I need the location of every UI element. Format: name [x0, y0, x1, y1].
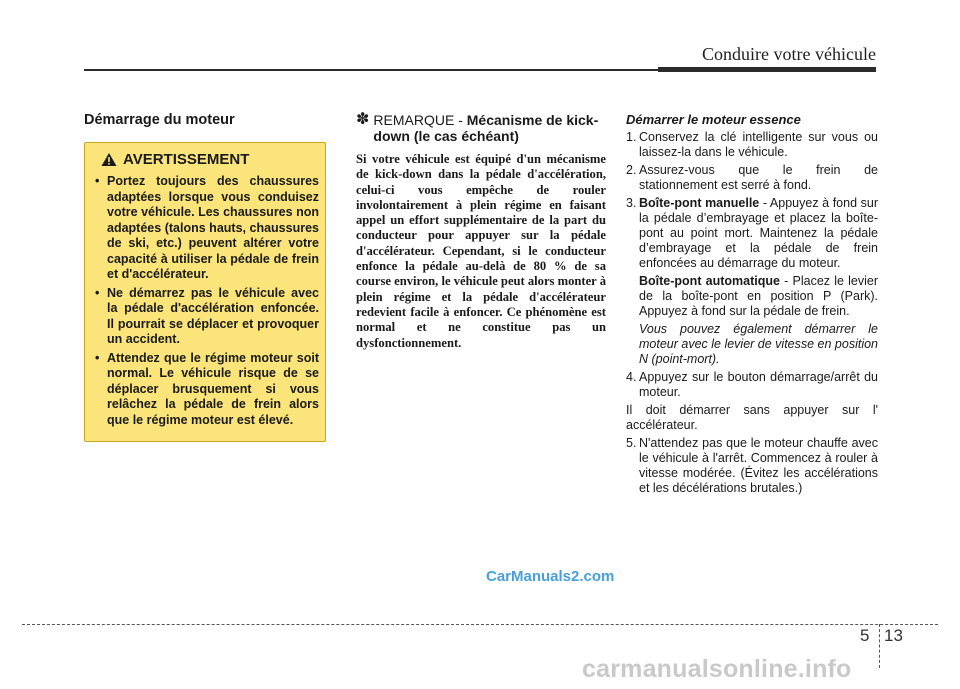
warning-item: • Ne démarrez pas le véhicule avec la pédale d'accélération enfoncée. Il pourrait se déplacer et provoquer un accident.: [95, 285, 319, 346]
note-heading: [356, 112, 606, 144]
warning-list: [91, 174, 319, 428]
warning-box: [84, 142, 326, 442]
footer-site-link[interactable]: carmanualsonline.info: [582, 655, 852, 683]
step-3: 3. Boîte-pont manuelle - Appuyez à fond sur la pédale d’embrayage et placez la boîte-pont au point mort. Maintenez la pédale d’embrayage et la pédale de frein enfoncées au démarrage du moteur.: [626, 196, 878, 270]
warning-item: • Portez toujours des chaussures adaptées lorsque vous conduisez votre véhicule. Les chaussures non adaptées (talons hauts, chaussures de ski, etc.) peuvent altérer votre capacité à utiliser la pédale de frein et d'accélérateur.: [95, 174, 319, 281]
note-label: REMARQUE -: [373, 112, 463, 128]
column-left: [84, 112, 326, 427]
chapter-number: 5: [860, 626, 870, 645]
column-right: [626, 112, 878, 499]
subsection-title: Démarrer le moteur essence: [626, 112, 801, 127]
step-5: 5. N'attendez pas que le moteur chauffe avec le véhicule à l'arrêt. Commencez à rouler à vitesse modérée. (Évitez les accélérations et les décélérations brutales.): [626, 436, 878, 495]
page-header-title: Conduire votre véhicule: [702, 44, 876, 64]
note-body: Si votre véhicule est équipé d'un mécanisme de kick-down dans la pédale d'accélération, celui-ci vous empêche de rouler involontairement à plein régime en faisant appel un effort supplémentaire de la part du conducteur pour appuyer sur la pédale d'accélérateur. Cependant, si le conducteur enfonce la pédale au-delà de 80 % de sa course environ, le véhicule peut alors monter à plein régime et la pédale d'accélérateur redevient facile à enfoncer. Ce phénomène est normal et ne constitue pas un dysfonctionnement.: [356, 152, 606, 350]
step-4: 4. Appuyez sur le bouton démarrage/arrêt du moteur.: [626, 370, 878, 399]
step-1: 1. Conservez la clé intelligente sur vous ou laissez-la dans le véhicule.: [626, 130, 878, 159]
warning-header: [101, 151, 319, 168]
warning-item: • Attendez que le régime moteur soit normal. Le véhicule risque de se déplacer brusquement si vous relâchez la pédale de frein alors que le régime moteur est élevé.: [95, 350, 319, 427]
header-rule-accent: [658, 67, 876, 72]
footer-page-divider: [879, 624, 880, 668]
automatic-transmission-paragraph: Boîte-pont automatique - Placez le levier de la boîte-pont en position P (Park). Appuyez à fond sur la pédale de frein.: [639, 274, 878, 318]
note-star-icon: ✽: [356, 111, 370, 128]
page-number: 13: [884, 626, 903, 645]
paragraph: Il doit démarrer sans appuyer sur l' accélérateur.: [626, 403, 878, 432]
section-title: Démarrage du moteur: [84, 112, 235, 128]
note-title: Mécanisme de kick-down (le cas échéant): [373, 112, 599, 144]
warning-title: AVERTISSEMENT: [123, 151, 250, 168]
warning-triangle-icon: [101, 152, 117, 167]
footer-divider: [22, 624, 938, 625]
step-2: 2. Assurez-vous que le frein de stationnement est serré à fond.: [626, 163, 878, 192]
italic-note: Vous pouvez également démarrer le moteur avec le levier de vitesse en position N (point-mort).: [639, 322, 879, 366]
column-middle: [356, 112, 606, 351]
watermark-link[interactable]: CarManuals2.com: [486, 568, 615, 585]
